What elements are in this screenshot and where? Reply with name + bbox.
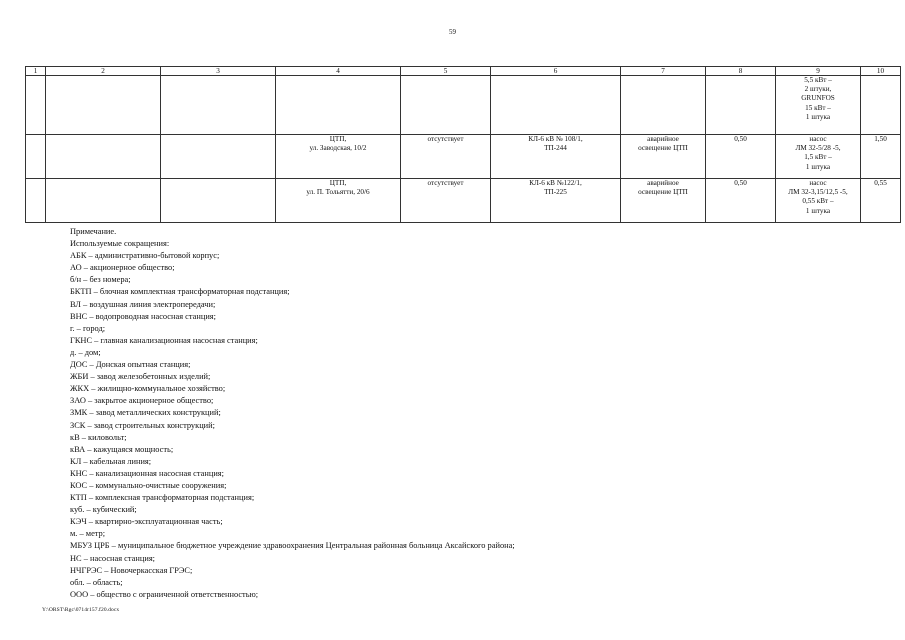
abbreviation-item: ВЛ – воздушная линия электропередачи; <box>70 299 216 309</box>
cell-line: отсутствует <box>427 179 464 187</box>
abbreviation-item: ЖКХ – жилищно-коммунальное хозяйство; <box>70 384 226 394</box>
cell-line: ул. Заводская, 10/2 <box>309 144 367 153</box>
cell-line: ЛМ 32-3,15/12,5 -5, <box>788 188 848 197</box>
file-path-footer: Y:\ORST\Rgc\0714r157.f20.docx <box>42 607 120 613</box>
cell-line: освещение ЦТП <box>638 144 688 153</box>
abbreviation-item: АБК – административно-бытовой корпус; <box>70 251 220 261</box>
abbreviation-item: НЧГРЭС – Новочеркасская ГРЭС; <box>70 565 193 575</box>
cell-line: 1,50 <box>874 135 887 143</box>
cell-line: отсутствует <box>427 135 464 143</box>
column-number: 3 <box>161 67 276 76</box>
cell-line: 0,55 кВт – <box>802 197 834 206</box>
table-cell <box>26 135 46 179</box>
abbreviation-item: АО – акционерное общество; <box>70 263 175 273</box>
cell-line: 0,55 <box>874 179 887 187</box>
table-cell <box>401 179 491 223</box>
cell-line: GRUNFOS <box>801 94 835 103</box>
cell-line: освещение ЦТП <box>638 188 688 197</box>
cell-line: ЦТП, <box>329 135 347 143</box>
cell-line: 2 штуки, <box>804 85 832 94</box>
table-cell <box>861 135 901 179</box>
abbreviation-item: КОС – коммунально-очистные сооружения; <box>70 480 227 490</box>
cell-line: 15 кВт – <box>805 103 831 112</box>
table-cell <box>776 179 861 223</box>
notes-subheading: Используемые сокращения: <box>70 239 170 249</box>
table-cell <box>46 179 161 223</box>
cell-line: ул. П. Тольятти, 20/6 <box>306 188 370 197</box>
table-cell <box>861 179 901 223</box>
abbreviation-item: МБУЗ ЦРБ – муниципальное бюджетное учреждение здравоохранения Центральная районная больница Аксайского района; <box>70 541 515 551</box>
column-number: 8 <box>706 67 776 76</box>
abbreviation-item: ВНС – водопроводная насосная станция; <box>70 311 216 321</box>
cell-line: ЛМ 32-5/28 -5, <box>795 144 841 153</box>
table-cell <box>491 76 621 135</box>
abbreviation-item: б/н – без номера; <box>70 275 131 285</box>
table-cell <box>621 135 706 179</box>
table-cell <box>276 76 401 135</box>
column-number: 7 <box>621 67 706 76</box>
abbreviation-item: г. – город; <box>70 323 106 333</box>
table-cell <box>491 135 621 179</box>
column-number: 4 <box>276 67 401 76</box>
table-row <box>26 179 901 223</box>
cell-line: КЛ-6 кВ №122/1, <box>529 179 582 187</box>
table-cell <box>621 76 706 135</box>
cell-line: ТП-244 <box>544 144 567 153</box>
cell-line: 5,5 кВт – <box>804 76 832 84</box>
column-number: 5 <box>401 67 491 76</box>
cell-line: 1 штука <box>805 112 831 121</box>
abbreviation-item: ЖБИ – завод железобетонных изделий; <box>70 372 211 382</box>
column-number: 1 <box>26 67 46 76</box>
abbreviation-item: м. – метр; <box>70 529 106 539</box>
abbreviation-item: КЭЧ – квартирно-эксплуатационная часть; <box>70 517 223 527</box>
table-cell <box>776 135 861 179</box>
column-number: 10 <box>861 67 901 76</box>
abbreviation-item: кВ – киловольт; <box>70 432 127 442</box>
column-number: 2 <box>46 67 161 76</box>
cell-line: ТП-225 <box>544 188 567 197</box>
table-cell <box>491 179 621 223</box>
abbreviation-item: БКТП – блочная комплектная трансформаторная подстанция; <box>70 287 290 297</box>
table-cell <box>401 135 491 179</box>
abbreviation-item: КТП – комплексная трансформаторная подстанция; <box>70 493 255 503</box>
cell-line: 1,5 кВт – <box>804 153 832 162</box>
abbreviation-item: куб. – кубический; <box>70 505 137 515</box>
table-row <box>26 76 901 135</box>
cell-line: 0,50 <box>734 179 747 187</box>
table-cell <box>401 76 491 135</box>
cell-line: 1 штука <box>805 162 831 171</box>
abbreviation-item: ЗСК – завод строительных конструкций; <box>70 420 215 430</box>
table-cell <box>46 135 161 179</box>
abbreviation-item: ГКНС – главная канализационная насосная станция; <box>70 335 258 345</box>
table-cell <box>706 135 776 179</box>
cell-line: аварийное <box>647 179 679 187</box>
table-cell <box>161 76 276 135</box>
table-cell <box>276 179 401 223</box>
table-cell <box>46 76 161 135</box>
abbreviations-notes <box>70 226 870 601</box>
cell-line: ЦТП, <box>329 179 347 187</box>
table-row <box>26 135 901 179</box>
table-cell <box>26 76 46 135</box>
table-cell <box>776 76 861 135</box>
cell-line: 0,50 <box>734 135 747 143</box>
column-number: 9 <box>776 67 861 76</box>
cell-line: 1 штука <box>805 206 831 215</box>
page-number: 59 <box>449 28 456 36</box>
cell-line: КЛ-6 кВ № 108/1, <box>528 135 583 143</box>
cell-line: насос <box>809 179 827 187</box>
notes-heading: Примечание. <box>70 227 117 236</box>
abbreviation-item: ЗМК – завод металлических конструкций; <box>70 408 221 418</box>
abbreviation-item: обл. – область; <box>70 577 123 587</box>
abbreviation-item: КЛ – кабельная линия; <box>70 456 152 466</box>
abbreviation-item: ООО – общество с ограниченной ответственностью; <box>70 589 259 599</box>
table-cell <box>621 179 706 223</box>
table-cell <box>706 179 776 223</box>
abbreviation-item: ДОС – Донская опытная станция; <box>70 360 191 370</box>
table-header-row <box>26 67 901 76</box>
table-cell <box>276 135 401 179</box>
abbreviation-item: НС – насосная станция; <box>70 553 156 563</box>
abbreviation-item: ЗАО – закрытое акционерное общество; <box>70 396 214 406</box>
abbreviation-item: кВА – кажущаяся мощность; <box>70 444 174 454</box>
table-cell <box>861 76 901 135</box>
abbreviation-item: д. – дом; <box>70 347 101 357</box>
table-cell <box>161 135 276 179</box>
column-number: 6 <box>491 67 621 76</box>
table-cell <box>26 179 46 223</box>
cell-line: насос <box>809 135 827 143</box>
table-cell <box>161 179 276 223</box>
table-cell <box>706 76 776 135</box>
cell-line: аварийное <box>647 135 679 143</box>
abbreviation-item: КНС – канализационная насосная станция; <box>70 468 224 478</box>
data-table <box>25 66 901 223</box>
